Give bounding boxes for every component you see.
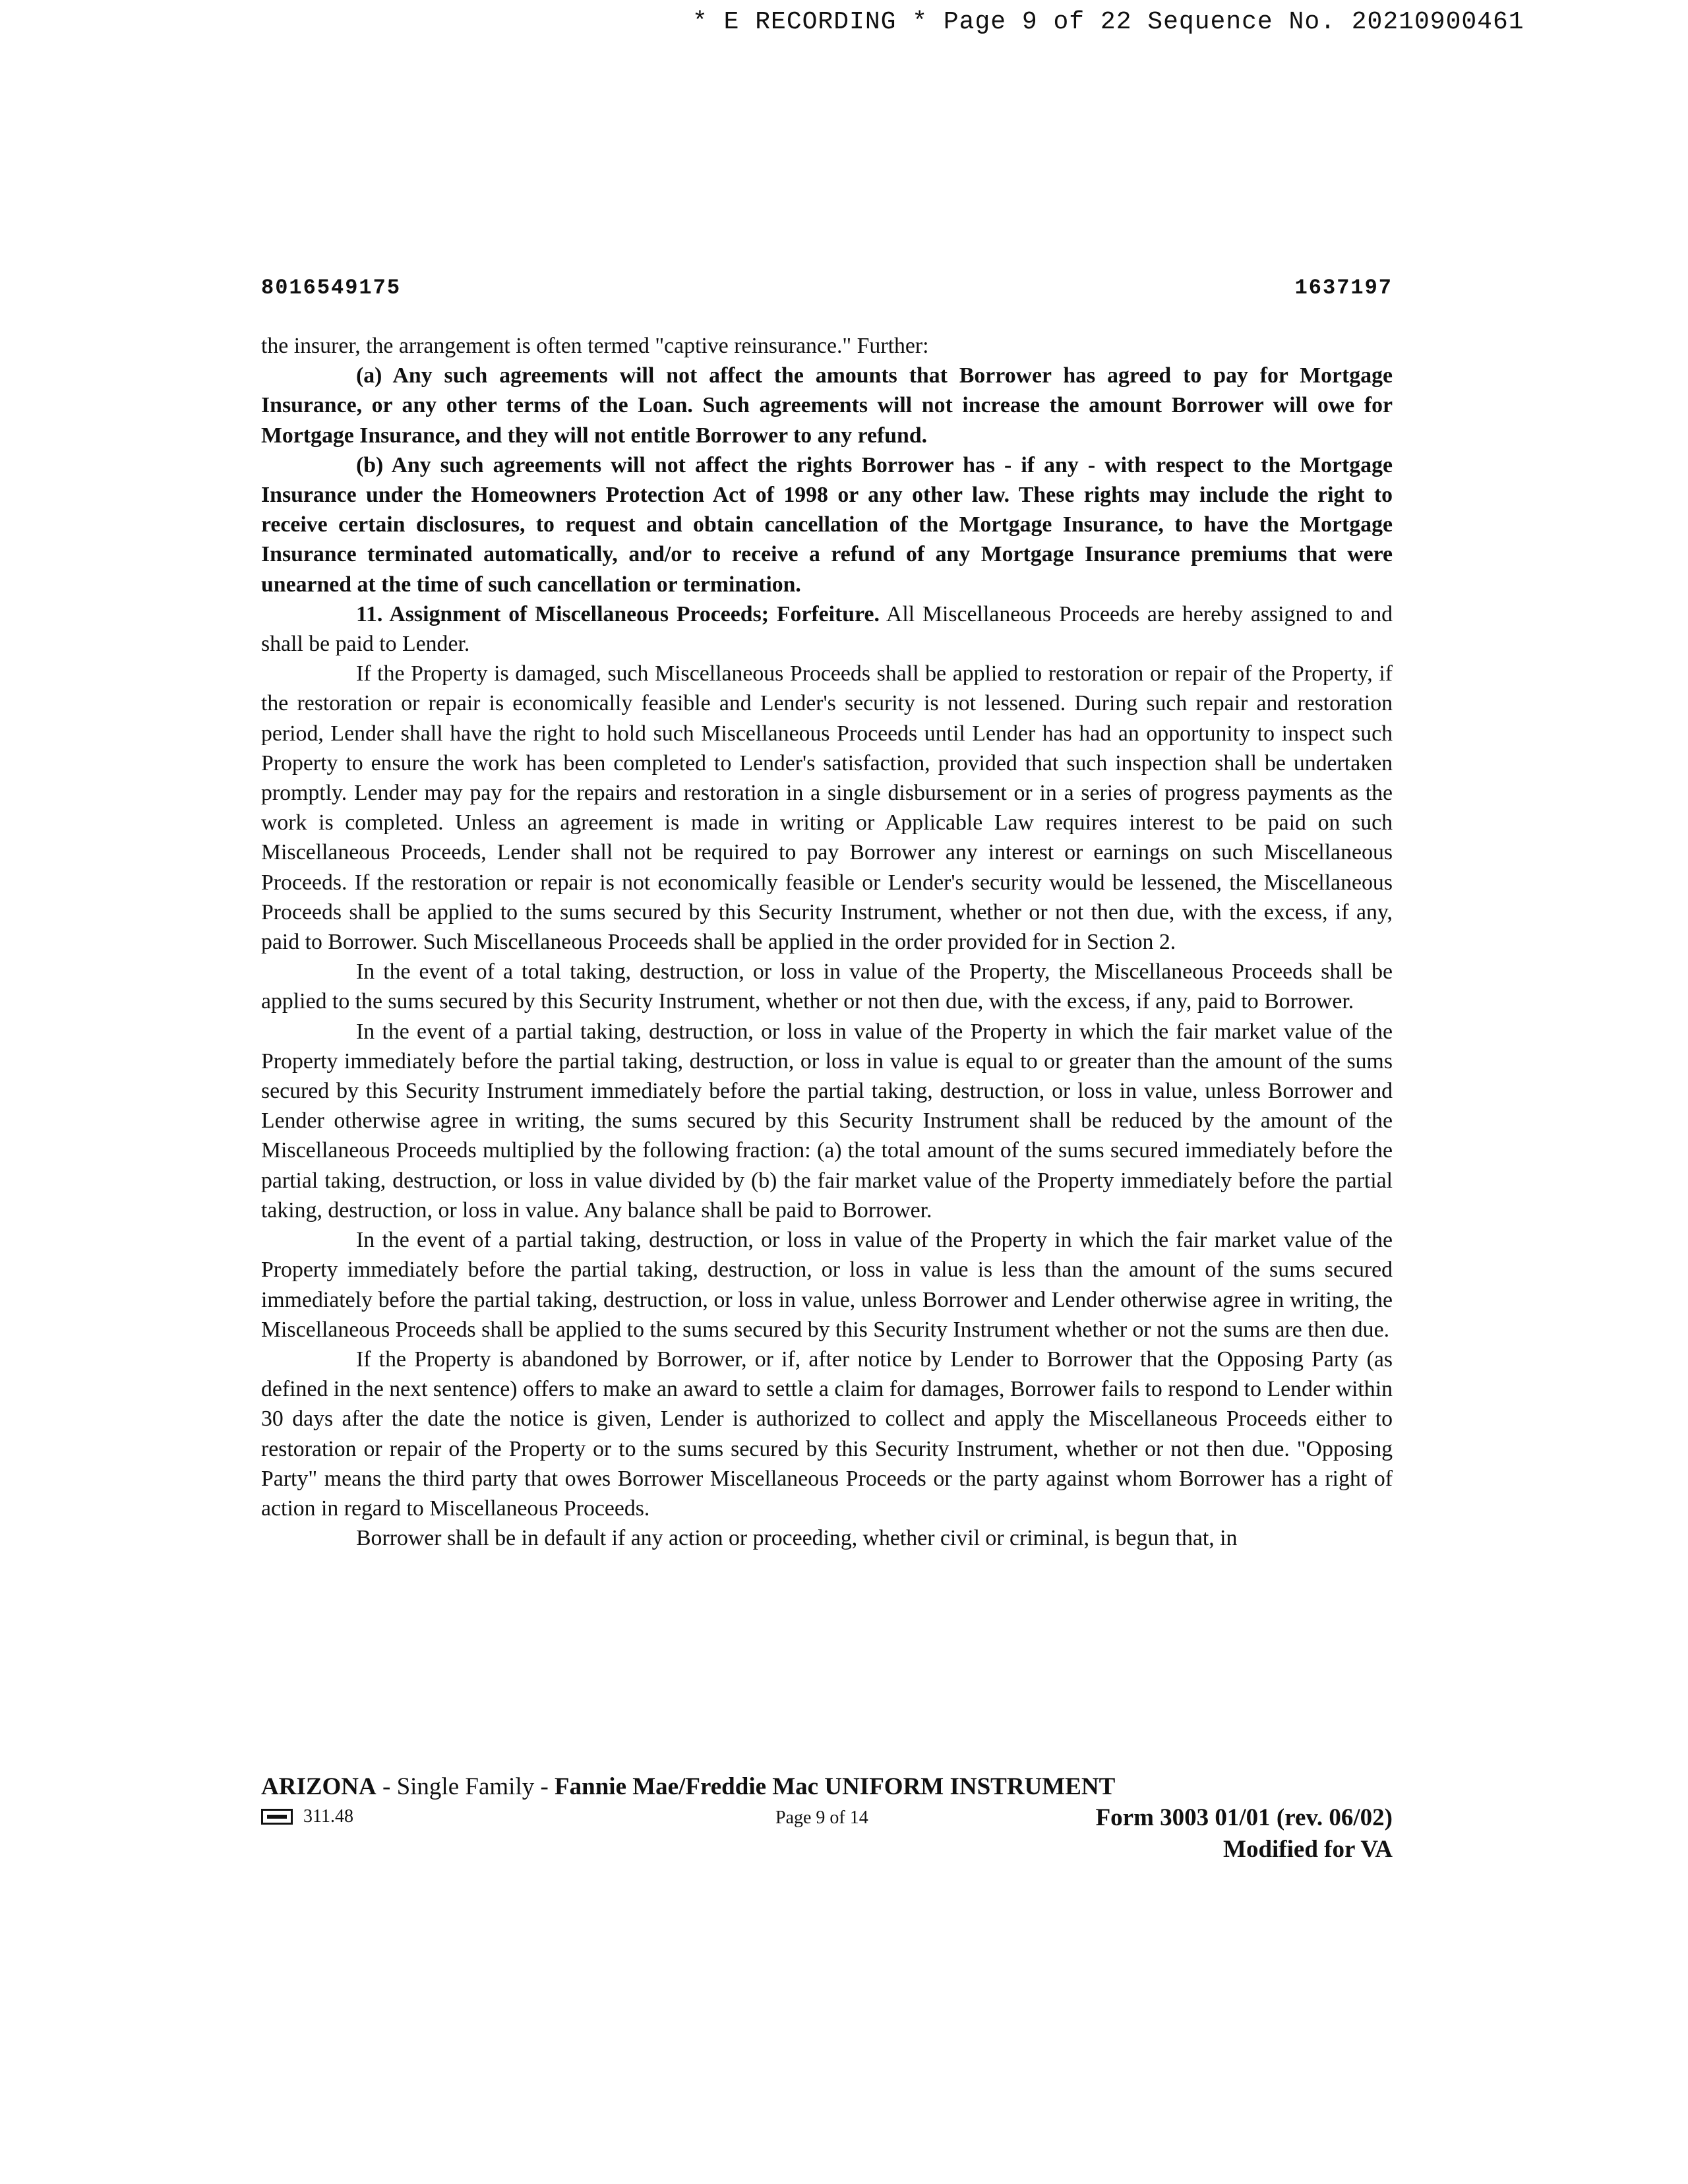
paragraph-b: (b) Any such agreements will not affect the rights Borrower has - if any - with respect to the Mortgage Insurance under the Homeowners Protection Act of 1998 or any other law. These rights may include the right to receive certain disclosures, to request and obtain cancellation of the Mortgage Insurance, to have the Mortgage Insurance terminated automatically, and/or to receive a refund of any Mortgage Insurance premiums that were unearned at the time of such cancellation or termination. <box>261 452 1393 597</box>
paragraph-captive-reinsurance: the insurer, the arrangement is often termed "captive reinsurance." Further: <box>261 334 929 358</box>
document-number: 1637197 <box>1294 276 1393 300</box>
recording-header: * E RECORDING * Page 9 of 22 Sequence No. 20210900461 <box>692 8 1524 36</box>
paragraph-total-taking: In the event of a total taking, destruction, or loss in value of the Property, the Miscellaneous Proceeds shall be applied to the sums secured by this Security Instrument, whether or not then due, with the excess, if any, paid to Borrower. <box>261 959 1393 1014</box>
form-code <box>261 1806 353 1827</box>
paragraph-property-damaged: If the Property is damaged, such Miscellaneous Proceeds shall be applied to restoration or repair of the Property, if the restoration or repair is economically feasible and Lender's security is not lessened. During such repair and restoration period, Lender shall have the right to hold such Miscellaneous Proceeds until Lender has had an opportunity to inspect such Property to ensure the work has been completed to Lender's satisfaction, provided that such inspection shall be undertaken promptly. Lender may pay for the repairs and restoration in a single disbursement or in a series of progress payments as the work is completed. Unless an agreement is made in writing or Applicable Law requires interest to be paid on such Miscellaneous Proceeds, Lender shall not be required to pay Borrower any interest or earnings on such Miscellaneous Proceeds. If the restoration or repair is not economically feasible or Lender's security would be lessened, the Miscellaneous Proceeds shall be applied to the sums secured by this Security Instrument, whether or not then due, with the excess, if any, paid to Borrower. Such Miscellaneous Proceeds shall be applied in the order provided for in Section 2. <box>261 661 1393 955</box>
footer-title-bold: Fannie Mae/Freddie Mac UNIFORM INSTRUMENT <box>555 1773 1116 1800</box>
paragraph-default: Borrower shall be in default if any action or proceeding, whether civil or criminal, is begun that, in <box>356 1526 1238 1551</box>
footer-state: ARIZONA <box>261 1773 377 1800</box>
form-footer <box>261 1773 1393 1864</box>
loan-number: 8016549175 <box>261 276 402 300</box>
document-body <box>261 331 1393 1553</box>
modified-for-va: Modified for VA <box>1223 1836 1393 1863</box>
section-11-paragraph <box>261 599 1393 659</box>
footer-title <box>261 1773 1393 1801</box>
footer-title-mid: - Single Family - <box>376 1773 555 1800</box>
form-code-text: 311.48 <box>303 1806 353 1827</box>
section-11-text: All Miscellaneous Proceeds are hereby assigned to and shall be paid to Lender. <box>261 601 1393 657</box>
section-11-heading: 11. Assignment of Miscellaneous Proceeds; Forfeiture. <box>356 601 880 626</box>
paragraph-abandoned: If the Property is abandoned by Borrower, or if, after notice by Lender to Borrower that the Opposing Party (as defined in the next sentence) offers to make an award to settle a claim for damages, Borrower fails to respond to Lender within 30 days after the date the notice is given, Lender is authorized to collect and apply the Miscellaneous Proceeds either to restoration or repair of the Property or to the sums secured by this Security Instrument, whether or not then due. "Opposing Party" means the third party that owes Borrower Miscellaneous Proceeds or the party against whom Borrower has a right of action in regard to Miscellaneous Proceeds. <box>261 1347 1393 1521</box>
paragraph-partial-taking-less: In the event of a partial taking, destruction, or loss in value of the Property in which the fair market value of the Property immediately before the partial taking, destruction, or loss in value is less than the amount of the sums secured immediately before the partial taking, destruction, or loss in value, unless Borrower and Lender otherwise agree in writing, the Miscellaneous Proceeds shall be applied to the sums secured by this Security Instrument whether or not the sums are then due. <box>261 1228 1393 1342</box>
paragraph-partial-taking-greater: In the event of a partial taking, destruction, or loss in value of the Property in which the fair market value of the Property immediately before the partial taking, destruction, or loss in value is equal to or greater than the amount of the sums secured by this Security Instrument immediately before the partial taking, destruction, or loss in value, unless Borrower and Lender otherwise agree in writing, the sums secured by this Security Instrument shall be reduced by the amount of the Miscellaneous Proceeds multiplied by the following fraction: (a) the total amount of the sums secured immediately before the partial taking, destruction, or loss in value divided by (b) the fair market value of the Property immediately before the partial taking, destruction, or loss in value. Any balance shall be paid to Borrower. <box>261 1019 1393 1223</box>
footer-row <box>261 1804 1393 1835</box>
form-logo-icon <box>261 1809 293 1825</box>
form-number: Form 3003 01/01 (rev. 06/02) <box>1095 1804 1393 1831</box>
footer-page-number: Page 9 of 14 <box>775 1807 868 1828</box>
paragraph-a: (a) Any such agreements will not affect the amounts that Borrower has agreed to pay for Mortgage Insurance, or any other terms of the Loan. Such agreements will not increase the amount Borrower will owe for Mortgage Insurance, and they will not entitle Borrower to any refund. <box>261 363 1393 448</box>
